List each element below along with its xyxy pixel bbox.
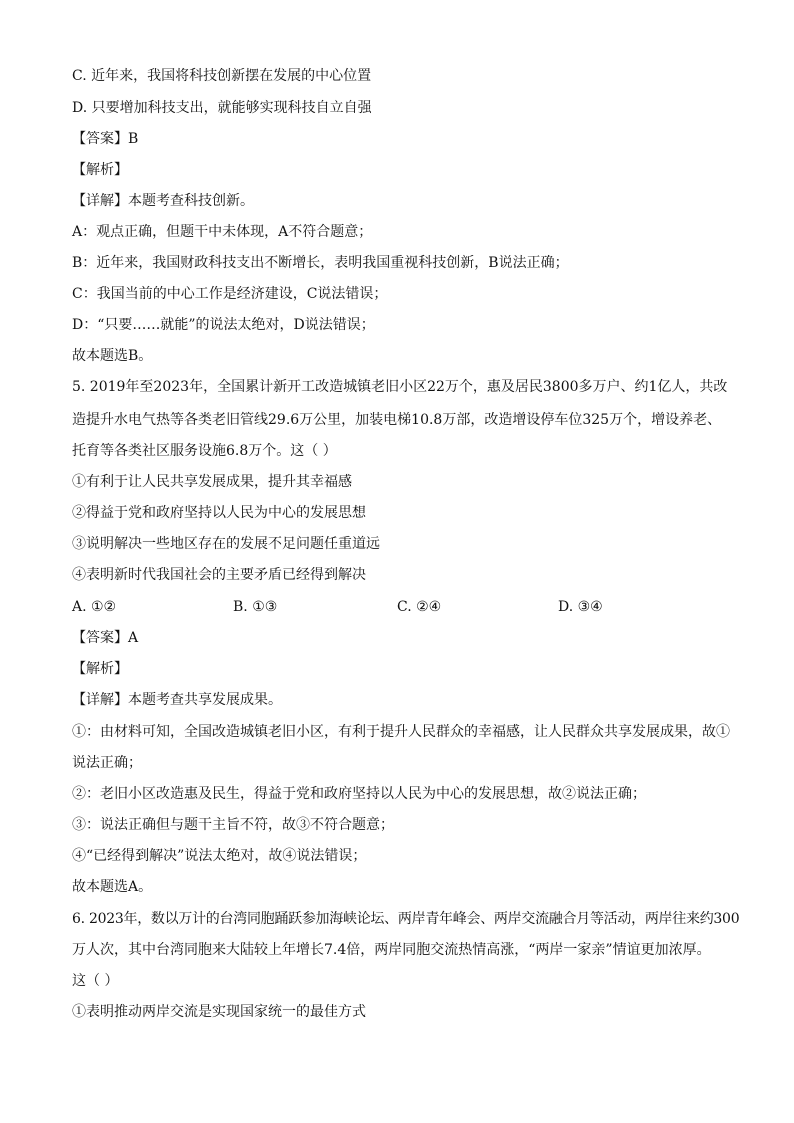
q5-choice-a: A. ①② [72, 599, 117, 615]
q6-stem-line-1: 6. 2023年，数以万计的台湾同胞踊跃参加海峡论坛、两岸青年峰会、两岸交流融合月等活动，两岸往来约300 [72, 911, 740, 927]
q5-answer-line [72, 628, 742, 648]
q5-explanation-1-cont: 说法正确； [72, 755, 142, 771]
q5-explanation-2: ②：老旧小区改造惠及民生，得益于党和政府坚持以人民为中心的发展思想，故②说法正确； [72, 786, 646, 802]
q5-stem-line-2: 造提升水电气热等各类老旧管线29.6万公里，加装电梯10.8万部，改造增设停车位325万个，增设养老、 [72, 412, 722, 428]
q4-option-d: D. 只要增加科技支出，就能够实现科技自立自强 [72, 100, 372, 116]
q5-statement-2: ②得益于党和政府坚持以人民为中心的发展思想 [72, 505, 366, 521]
q4-conclusion: 故本题选B。 [72, 348, 153, 364]
q5-choice-d: D. ③④ [558, 599, 603, 615]
q4-analysis-tag: 【解析】 [72, 162, 128, 178]
q6-stem-line-3: 这（ ） [72, 973, 119, 989]
q5-stem-line-1: 5. 2019年至2023年，全国累计新开工改造城镇老旧小区22万个，惠及居民3800多万户、约1亿人，共改 [72, 379, 728, 395]
q5-detail-line [72, 690, 742, 710]
q4-answer-line [72, 129, 742, 149]
detail-intro: 本题考查科技创新。 [128, 193, 254, 209]
detail-intro: 本题考查共享发展成果。 [128, 692, 282, 708]
q5-statement-4: ④表明新时代我国社会的主要矛盾已经得到解决 [72, 567, 366, 583]
q4-explanation-c: C：我国当前的中心工作是经济建设，C说法错误； [72, 286, 388, 302]
q5-stem-line-3: 托育等各类社区服务设施6.8万个。这（ ） [72, 443, 337, 459]
answer-tag: 【答案】 [72, 131, 128, 147]
q5-conclusion: 故本题选A。 [72, 879, 153, 895]
q6-statement-1: ①表明推动两岸交流是实现国家统一的最佳方式 [72, 1004, 366, 1020]
q5-explanation-3: ③：说法正确但与题干主旨不符，故③不符合题意； [72, 817, 394, 833]
answer-tag: 【答案】 [72, 630, 128, 646]
q5-explanation-4: ④“已经得到解决”说法太绝对，故④说法错误； [72, 848, 367, 864]
q6-stem-line-2: 万人次，其中台湾同胞来大陆较上年增长7.4倍，两岸同胞交流热情高涨，“两岸一家亲”情谊更加浓厚。 [72, 942, 711, 958]
q5-statement-1: ①有利于让人民共享发展成果，提升其幸福感 [72, 474, 352, 490]
q4-explanation-a: A：观点正确，但题干中未体现，A不符合题意； [72, 224, 373, 240]
answer-value: B [128, 131, 139, 147]
answer-value: A [128, 630, 139, 646]
q4-option-c: C. 近年来，我国将科技创新摆在发展的中心位置 [72, 68, 372, 84]
q4-explanation-b: B：近年来，我国财政科技支出不断增长，表明我国重视科技创新，B说法正确； [72, 255, 569, 271]
q5-statement-3: ③说明解决一些地区存在的发展不足问题任重道远 [72, 536, 380, 552]
detail-tag: 【详解】 [72, 692, 128, 708]
q5-explanation-1: ①：由材料可知，全国改造城镇老旧小区，有利于提升人民群众的幸福感，让人民群众共享发展成果，故① [72, 724, 730, 740]
q5-choice-b: B. ①③ [233, 599, 278, 615]
detail-tag: 【详解】 [72, 193, 128, 209]
q4-detail-line [72, 191, 742, 211]
q4-explanation-d: D：“只要……就能”的说法太绝对，D说法错误； [72, 317, 375, 333]
q5-choice-c: C. ②④ [397, 599, 442, 615]
q5-analysis-tag: 【解析】 [72, 661, 128, 677]
